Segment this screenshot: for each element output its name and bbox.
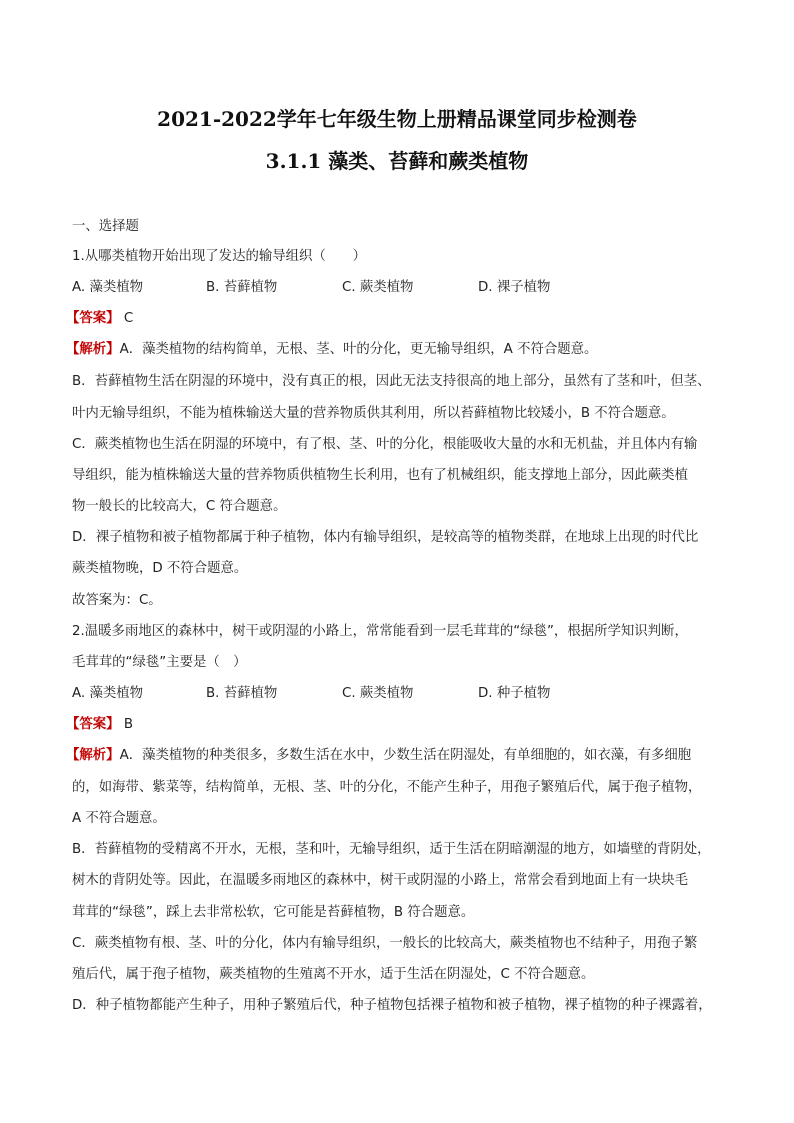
analysis-label: 【解析】 [66, 342, 120, 357]
q1-option-c: C. 蕨类植物 [342, 280, 414, 295]
q2-answer-value: B [119, 717, 134, 732]
q1-answer [66, 309, 726, 329]
q2-analysis-line: 茸茸的“绿毯”，踩上去非常松软，它可能是苔藓植物，B 符合题意。 [72, 905, 475, 920]
q1-analysis-line [66, 340, 726, 360]
q2-stem: 2.温暖多雨地区的森林中，树干或阴湿的小路上，常常能看到一层毛茸茸的“绿毯”，根据所学知识判断， [72, 624, 688, 639]
q1-analysis-text: A．藻类植物的结构简单，无根、茎、叶的分化，更无输导组织，A 不符合题意。 [119, 342, 598, 357]
answer-label: 【答案】 [66, 717, 120, 732]
q2-analysis-line: 的，如海带、紫菜等，结构简单，无根、茎、叶的分化，不能产生种子，用孢子繁殖后代，属于孢子植物， [72, 780, 702, 795]
analysis-label: 【解析】 [66, 748, 120, 763]
q2-stem: 毛茸茸的“绿毯”主要是（ ） [72, 655, 247, 670]
q1-answer-value: C [119, 311, 134, 326]
q2-analysis-line: C．蕨类植物有根、茎、叶的分化，体内有输导组织，一般长的比较高大，蕨类植物也不结种子，用孢子繁 [72, 936, 698, 951]
q2-analysis-line: 树木的背阴处等。因此，在温暖多雨地区的森林中，树干或阴湿的小路上，常常会看到地面上有一块块毛 [72, 873, 688, 888]
q2-analysis-text: A．藻类植物的种类很多，多数生活在水中，少数生活在阴湿处，有单细胞的，如衣藻，有多细胞 [119, 748, 692, 763]
q2-analysis-line: D．种子植物都能产生种子，用种子繁殖后代，种子植物包括裸子植物和被子植物，裸子植物的种子裸露着， [72, 998, 712, 1013]
q1-analysis-line: 蕨类植物晚，D 不符合题意。 [72, 561, 248, 576]
q1-analysis-line: B．苔藓植物生活在阴湿的环境中，没有真正的根，因此无法支持很高的地上部分，虽然有了茎和叶，但茎、 [72, 374, 711, 389]
q2-analysis-line: 殖后代，属于孢子植物，蕨类植物的生殖离不开水，适于生活在阴湿处，C 不符合题意。 [72, 967, 595, 982]
answer-label: 【答案】 [66, 311, 120, 326]
q2-analysis-line [66, 746, 726, 766]
q2-analysis-line: B．苔藓植物的受精离不开水，无根，茎和叶，无输导组织，适于生活在阴暗潮湿的地方，如墙壁的背阴处， [72, 842, 711, 857]
document-title: 2021-2022学年七年级生物上册精品课堂同步检测卷 [157, 107, 637, 131]
q1-analysis-line: 导组织，能为植株输送大量的营养物质供植物生长利用，也有了机械组织，能支撑地上部分，因此蕨类植 [72, 468, 688, 483]
q2-option-d: D. 种子植物 [478, 686, 551, 701]
q1-analysis-line: C．蕨类植物也生活在阴湿的环境中，有了根、茎、叶的分化，根能吸收大量的水和无机盐，并且体内有输 [72, 437, 698, 452]
q1-conclusion: 故答案为：C。 [72, 593, 162, 608]
q2-answer [66, 715, 726, 735]
section-heading: 一、选择题 [72, 219, 139, 234]
q2-option-b: B. 苔藓植物 [206, 686, 278, 701]
q2-analysis-line: A 不符合题意。 [72, 811, 166, 826]
q1-options [72, 278, 732, 298]
q1-option-a: A. 藻类植物 [72, 280, 143, 295]
q1-option-d: D. 裸子植物 [478, 280, 551, 295]
q2-option-c: C. 蕨类植物 [342, 686, 414, 701]
q1-analysis-line: D．裸子植物和被子植物都属于种子植物，体内有输导组织，是较高等的植物类群，在地球上出现的时代比 [72, 530, 699, 545]
q1-option-b: B. 苔藓植物 [206, 280, 278, 295]
q2-options [72, 684, 732, 704]
document-subtitle: 3.1.1 藻类、苔藓和蕨类植物 [265, 149, 529, 173]
q1-stem: 1.从哪类植物开始出现了发达的输导组织（ ） [72, 249, 366, 264]
q2-option-a: A. 藻类植物 [72, 686, 143, 701]
q1-analysis-line: 叶内无输导组织，不能为植株输送大量的营养物质供其利用，所以苔藓植物比较矮小，B 不符合题意。 [72, 406, 675, 421]
q1-analysis-line: 物一般长的比较高大，C 符合题意。 [72, 499, 287, 514]
